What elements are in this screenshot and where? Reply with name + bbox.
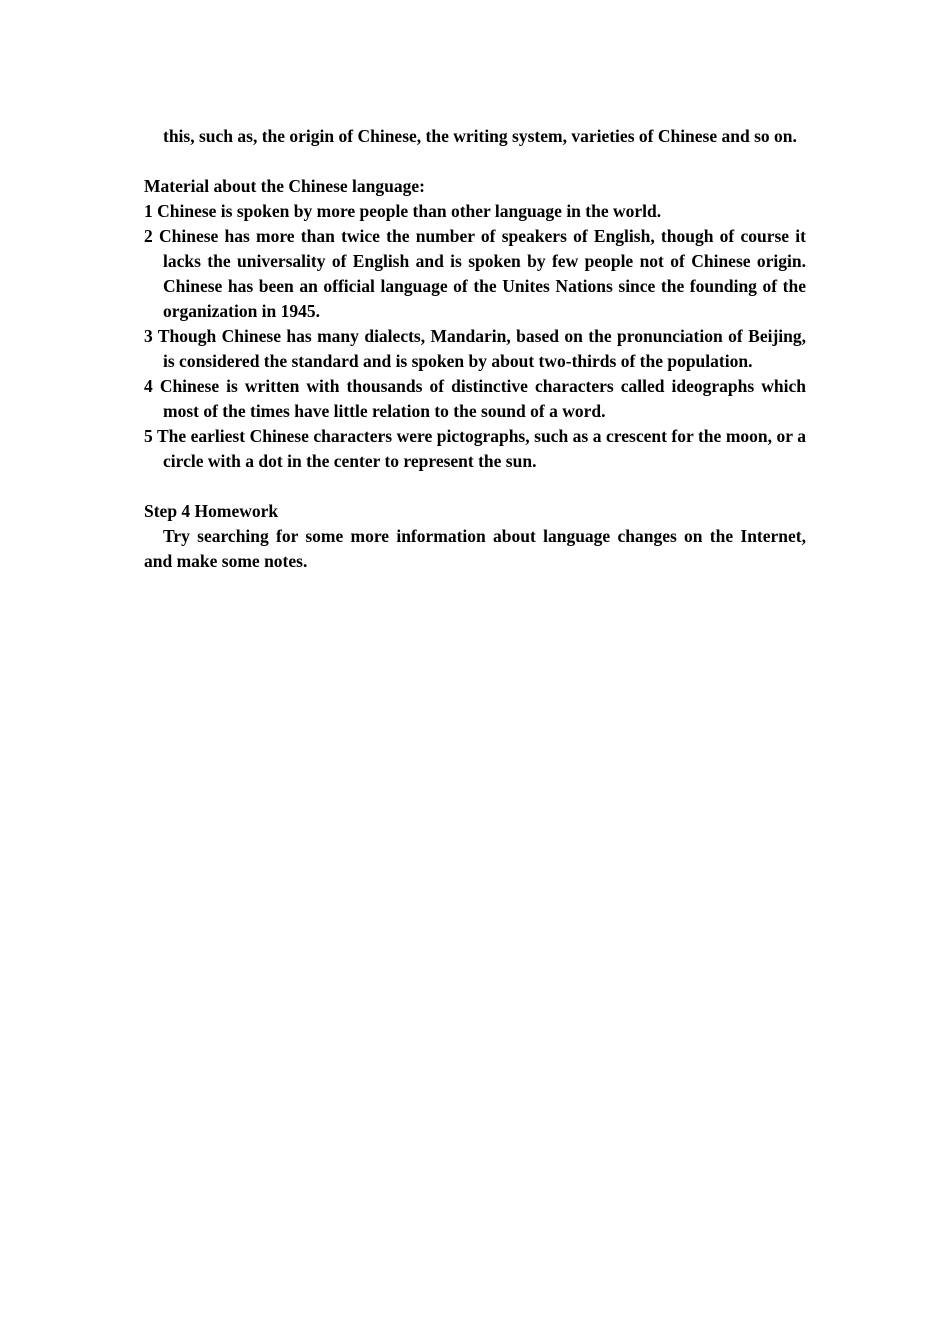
homework-paragraph: Try searching for some more information about language changes on the Internet, and make some notes. [144,526,806,571]
spacer [144,149,806,174]
homework-heading: Step 4 Homework [144,501,279,521]
continuation-paragraph: this, such as, the origin of Chinese, the writing system, varieties of Chinese and so on. [163,126,797,146]
document-content [144,124,806,574]
material-list [144,199,806,474]
material-heading: Material about the Chinese language: [144,176,425,196]
list-item: 5 The earliest Chinese characters were pictographs, such as a crescent for the moon, or a circle with a dot in the center to represent the sun. [144,426,806,471]
list-item: 4 Chinese is written with thousands of distinctive characters called ideographs which most of the times have little relation to the sound of a word. [144,376,806,421]
list-item: 1 Chinese is spoken by more people than other language in the world. [144,201,662,221]
list-item: 3 Though Chinese has many dialects, Mandarin, based on the pronunciation of Beijing, is considered the standard and is spoken by about two-thirds of the population. [144,326,806,371]
spacer [144,474,806,499]
list-item: 2 Chinese has more than twice the number of speakers of English, though of course it lacks the universality of English and is spoken by few people not of Chinese origin. Chinese has been an official language of the Unites Nations since the founding of the organization in 1945. [144,226,806,321]
